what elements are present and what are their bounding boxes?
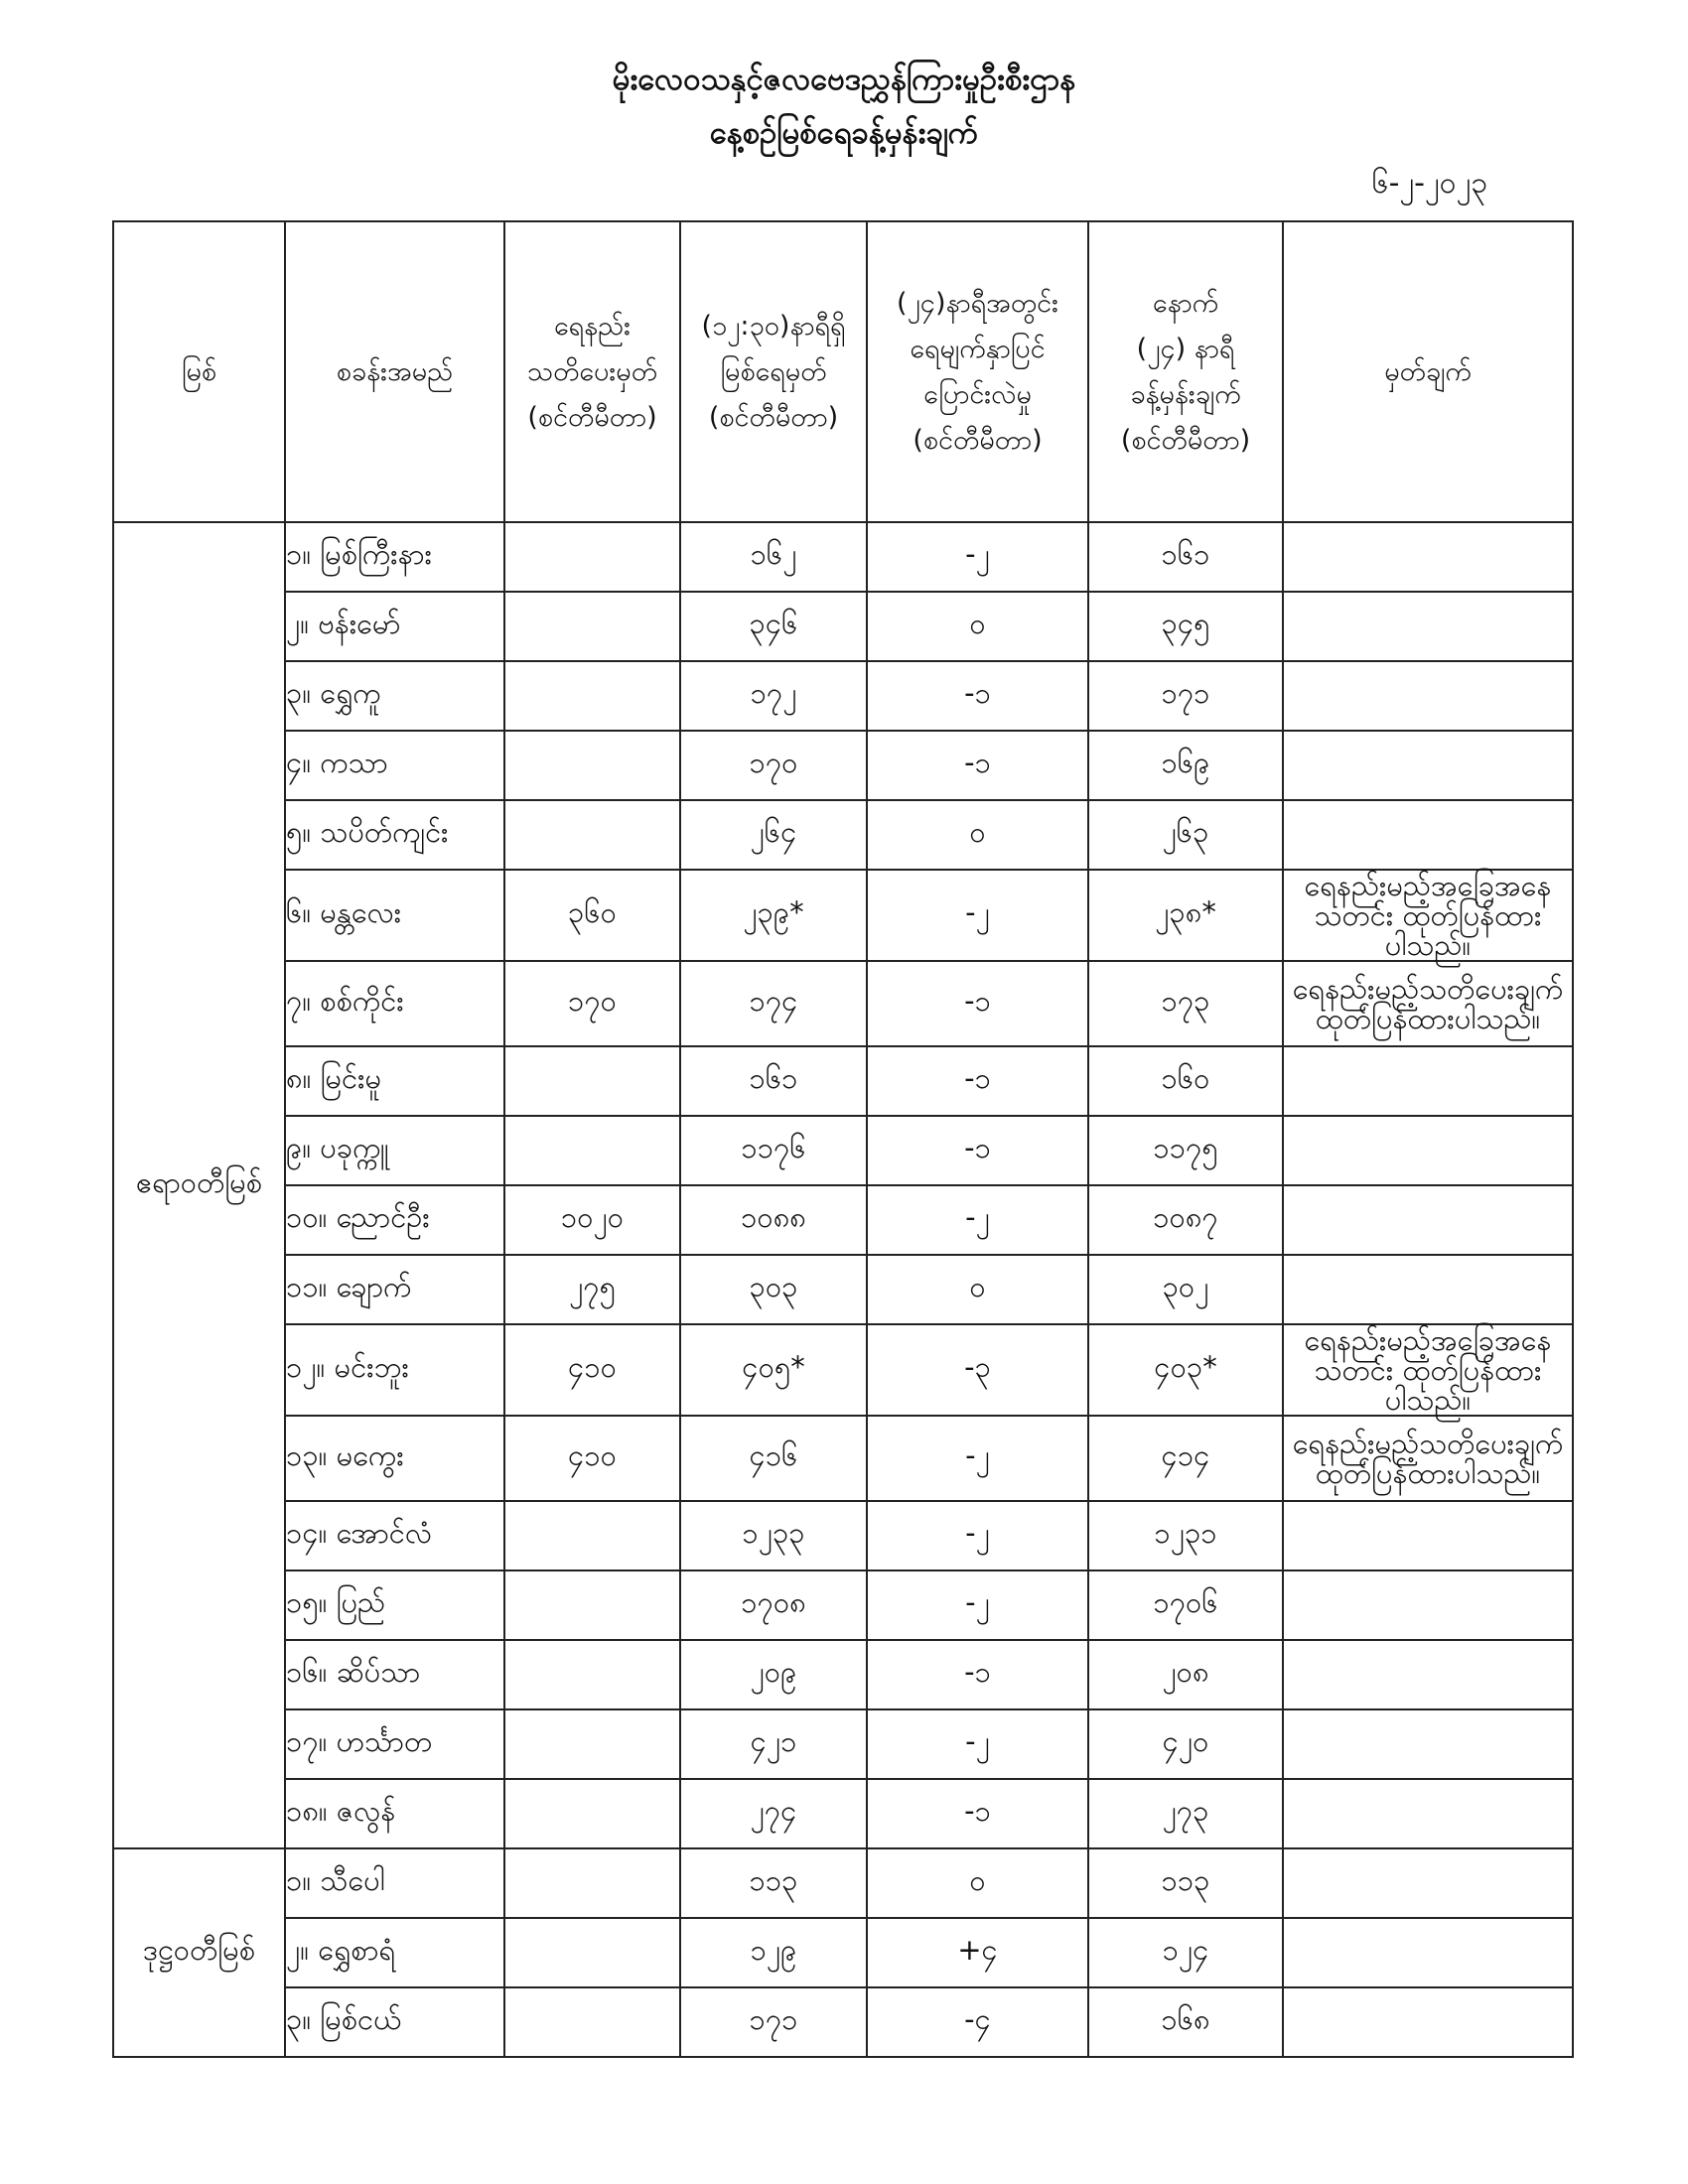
table-row (113, 870, 1573, 961)
forecast-value: ၂၀၈ (1088, 1640, 1283, 1709)
station-name: ၁၃။ မကွေး (285, 1416, 504, 1501)
change-value: -၂ (867, 870, 1088, 961)
change-value: -၂ (867, 1501, 1088, 1570)
header-river: မြစ် (113, 221, 285, 522)
report-title: နေ့စဉ်မြစ်ရေခန့်မှန်းချက် (709, 115, 979, 151)
table-row (113, 1185, 1573, 1255)
remark-text: ရေနည်းမည့်သတိပေးချက် ထုတ်ပြန်ထားပါသည်။ (1283, 961, 1573, 1046)
remark-text (1283, 661, 1573, 731)
water-level-value: ၁၂၉ (680, 1918, 867, 1987)
header-remarks: မှတ်ချက် (1283, 221, 1573, 522)
header-change: (၂၄)နာရီအတွင်း ရေမျက်နှာပြင် ပြောင်းလဲမှု (စင်တီမီတာ) (867, 221, 1088, 522)
table-row (113, 961, 1573, 1046)
danger-level-value (504, 1918, 680, 1987)
forecast-value: ၄၀၃* (1088, 1324, 1283, 1416)
forecast-value: ၁၆၁ (1088, 522, 1283, 592)
table-row (113, 1640, 1573, 1709)
danger-level-value (504, 522, 680, 592)
danger-level-value (504, 1501, 680, 1570)
river-forecast-table (112, 220, 1574, 2058)
header-row (113, 221, 1573, 522)
remark-text (1283, 1501, 1573, 1570)
forecast-value: ၁၆၉ (1088, 731, 1283, 800)
danger-level-value (504, 1848, 680, 1918)
water-level-value: ၂၇၄ (680, 1779, 867, 1848)
water-level-value: ၁၀၈၈ (680, 1185, 867, 1255)
danger-level-value (504, 1116, 680, 1185)
change-value: -၂ (867, 1570, 1088, 1640)
river-name: ဧရာဝတီမြစ် (113, 522, 285, 1848)
change-value: -၁ (867, 1046, 1088, 1116)
remark-text: ရေနည်းမည့်သတိပေးချက် ထုတ်ပြန်ထားပါသည်။ (1283, 1416, 1573, 1501)
table-row (113, 1324, 1573, 1416)
forecast-value: ၁၁၃ (1088, 1848, 1283, 1918)
danger-level-value (504, 1709, 680, 1779)
change-value: -၁ (867, 661, 1088, 731)
table-row (113, 1848, 1573, 1918)
table-row (113, 731, 1573, 800)
water-level-value: ၁၇၁ (680, 1987, 867, 2057)
remark-text (1283, 1255, 1573, 1324)
forecast-value: ၁၆၀ (1088, 1046, 1283, 1116)
danger-level-value: ၁၀၂၀ (504, 1185, 680, 1255)
table-row (113, 1501, 1573, 1570)
table-row (113, 1116, 1573, 1185)
header-danger-level: ရေနည်း သတိပေးမှတ် (စင်တီမီတာ) (504, 221, 680, 522)
table-row (113, 1255, 1573, 1324)
river-name: ဒုဋ္ဌဝတီမြစ် (113, 1848, 285, 2057)
remark-text: ရေနည်းမည့်အခြေအနေသတင်း ထုတ်ပြန်ထားပါသည်။ (1283, 1324, 1573, 1416)
station-name: ၃။ မြစ်ငယ် (285, 1987, 504, 2057)
change-value: -၂ (867, 522, 1088, 592)
station-name: ၅။ သပိတ်ကျင်း (285, 800, 504, 870)
forecast-value: ၁၂၄ (1088, 1918, 1283, 1987)
water-level-value: ၁၁၃ (680, 1848, 867, 1918)
danger-level-value: ၄၁၀ (504, 1416, 680, 1501)
station-name: ၁။ သီပေါ (285, 1848, 504, 1918)
remark-text (1283, 1116, 1573, 1185)
remark-text (1283, 1848, 1573, 1918)
danger-level-value (504, 800, 680, 870)
danger-level-value: ၃၆၀ (504, 870, 680, 961)
forecast-value: ၂၃၈* (1088, 870, 1283, 961)
water-level-value: ၂၃၉* (680, 870, 867, 961)
water-level-value: ၄၀၅* (680, 1324, 867, 1416)
station-name: ၆။ မန္တလေး (285, 870, 504, 961)
remark-text (1283, 800, 1573, 870)
remark-text (1283, 1640, 1573, 1709)
change-value: -၁ (867, 961, 1088, 1046)
water-level-value: ၄၂၁ (680, 1709, 867, 1779)
forecast-value: ၄၁၄ (1088, 1416, 1283, 1501)
danger-level-value (504, 1570, 680, 1640)
forecast-value: ၁၀၈၇ (1088, 1185, 1283, 1255)
water-level-value: ၃၄၆ (680, 592, 867, 661)
station-name: ၁၁။ ချောက် (285, 1255, 504, 1324)
header-station: စခန်းအမည် (285, 221, 504, 522)
change-value: -၁ (867, 731, 1088, 800)
station-name: ၁၈။ ဇလွန် (285, 1779, 504, 1848)
danger-level-value (504, 1779, 680, 1848)
water-level-value: ၁၁၇၆ (680, 1116, 867, 1185)
water-level-value: ၁၇၀၈ (680, 1570, 867, 1640)
station-name: ၈။ မြင်းမူ (285, 1046, 504, 1116)
change-value: +၄ (867, 1918, 1088, 1987)
danger-level-value (504, 1987, 680, 2057)
table-row (113, 1709, 1573, 1779)
station-name: ၁၆။ ဆိပ်သာ (285, 1640, 504, 1709)
station-name: ၁၇။ ဟင်္သာတ (285, 1709, 504, 1779)
danger-level-value (504, 592, 680, 661)
water-level-value: ၁၇၂ (680, 661, 867, 731)
change-value: -၃ (867, 1324, 1088, 1416)
danger-level-value (504, 1046, 680, 1116)
station-name: ၁၂။ မင်းဘူး (285, 1324, 504, 1416)
table-row (113, 661, 1573, 731)
header-forecast: နောက် (၂၄) နာရီ ခန့်မှန်းချက် (စင်တီမီတာ) (1088, 221, 1283, 522)
forecast-value: ၁၇၀၆ (1088, 1570, 1283, 1640)
forecast-value: ၁၇၁ (1088, 661, 1283, 731)
table-row (113, 800, 1573, 870)
water-level-value: ၄၁၆ (680, 1416, 867, 1501)
station-name: ၂။ ဗန်းမော် (285, 592, 504, 661)
change-value: -၁ (867, 1640, 1088, 1709)
table-row (113, 1416, 1573, 1501)
remark-text (1283, 592, 1573, 661)
table-row (113, 1570, 1573, 1640)
forecast-value: ၁၂၃၁ (1088, 1501, 1283, 1570)
water-level-value: ၁၇၄ (680, 961, 867, 1046)
change-value: -၂ (867, 1416, 1088, 1501)
forecast-value: ၁၇၃ (1088, 961, 1283, 1046)
danger-level-value (504, 731, 680, 800)
forecast-value: ၃၄၅ (1088, 592, 1283, 661)
change-value: -၂ (867, 1185, 1088, 1255)
station-name: ၇။ စစ်ကိုင်း (285, 961, 504, 1046)
forecast-value: ၂၆၃ (1088, 800, 1283, 870)
remark-text: ရေနည်းမည့်အခြေအနေသတင်း ထုတ်ပြန်ထားပါသည်။ (1283, 870, 1573, 961)
forecast-value: ၁၆၈ (1088, 1987, 1283, 2057)
station-name: ၁။ မြစ်ကြီးနား (285, 522, 504, 592)
station-name: ၃။ ရွှေကူ (285, 661, 504, 731)
station-name: ၁၀။ ညောင်ဦး (285, 1185, 504, 1255)
remark-text (1283, 1779, 1573, 1848)
forecast-value: ၂၇၃ (1088, 1779, 1283, 1848)
water-level-value: ၁၂၃၃ (680, 1501, 867, 1570)
water-level-value: ၁၆၂ (680, 522, 867, 592)
table-row (113, 1918, 1573, 1987)
forecast-value: ၃၀၂ (1088, 1255, 1283, 1324)
danger-level-value (504, 661, 680, 731)
remark-text (1283, 1185, 1573, 1255)
remark-text (1283, 1918, 1573, 1987)
danger-level-value: ၄၁၀ (504, 1324, 680, 1416)
water-level-value: ၁၇၀ (680, 731, 867, 800)
change-value: -၂ (867, 1709, 1088, 1779)
table-row (113, 1779, 1573, 1848)
change-value: -၄ (867, 1987, 1088, 2057)
station-name: ၁၅။ ပြည် (285, 1570, 504, 1640)
change-value: ၀ (867, 1848, 1088, 1918)
water-level-value: ၃၀၃ (680, 1255, 867, 1324)
water-level-value: ၂၆၄ (680, 800, 867, 870)
change-value: -၁ (867, 1779, 1088, 1848)
remark-text (1283, 1987, 1573, 2057)
header-water-level: (၁၂:၃၀)နာရီရှိ မြစ်ရေမှတ် (စင်တီမီတာ) (680, 221, 867, 522)
station-name: ၄။ ကသာ (285, 731, 504, 800)
table-row (113, 1046, 1573, 1116)
danger-level-value (504, 1640, 680, 1709)
station-name: ၁၄။ အောင်လံ (285, 1501, 504, 1570)
report-date: ၆-၂-၂၀၂၃ (1371, 166, 1488, 201)
station-name: ၉။ ပခုက္ကူ (285, 1116, 504, 1185)
danger-level-value: ၂၇၅ (504, 1255, 680, 1324)
water-level-value: ၂၀၉ (680, 1640, 867, 1709)
remark-text (1283, 731, 1573, 800)
change-value: ၀ (867, 1255, 1088, 1324)
table-row (113, 1987, 1573, 2057)
water-level-value: ၁၆၁ (680, 1046, 867, 1116)
danger-level-value: ၁၇၀ (504, 961, 680, 1046)
remark-text (1283, 1046, 1573, 1116)
change-value: ၀ (867, 800, 1088, 870)
forecast-value: ၁၁၇၅ (1088, 1116, 1283, 1185)
remark-text (1283, 522, 1573, 592)
station-name: ၂။ ရွှေစာရံ (285, 1918, 504, 1987)
table-row (113, 592, 1573, 661)
remark-text (1283, 1709, 1573, 1779)
change-value: -၁ (867, 1116, 1088, 1185)
table-row (113, 522, 1573, 592)
change-value: ၀ (867, 592, 1088, 661)
department-title: မိုးလေဝသနှင့်ဇလဗေဒညွှန်ကြားမှုဦးစီးဌာန (612, 62, 1076, 97)
forecast-value: ၄၂၀ (1088, 1709, 1283, 1779)
remark-text (1283, 1570, 1573, 1640)
